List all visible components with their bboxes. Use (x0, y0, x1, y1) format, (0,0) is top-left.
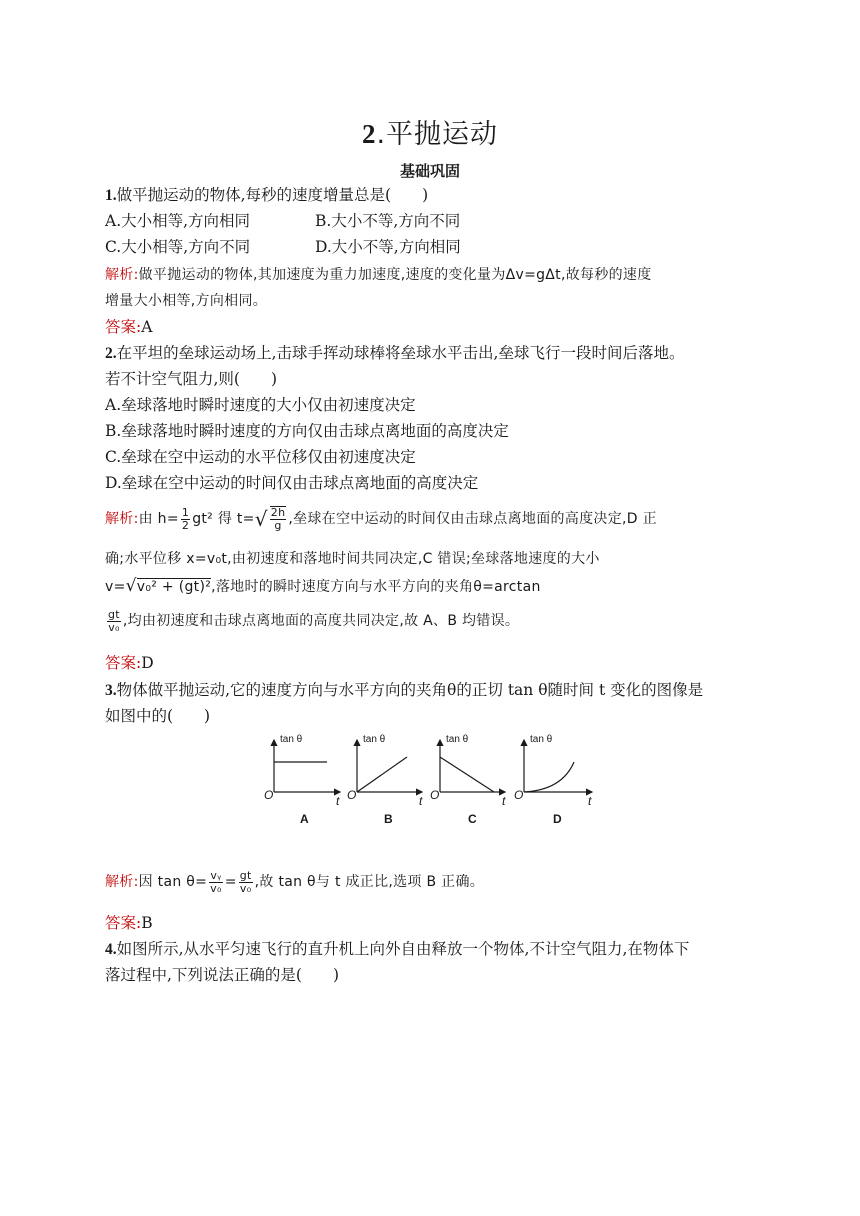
graphs-svg (262, 732, 602, 832)
graph-a-xlabel: t (336, 794, 340, 808)
graph-b-xlabel: t (419, 794, 423, 808)
graph-c-label: C (468, 812, 477, 826)
graph-b-label: B (384, 812, 393, 826)
tan-theta-graphs-figure (262, 732, 602, 832)
q2-analysis-3: v=√v₀² + (gt)²,落地时的瞬时速度方向与水平方向的夹角θ=arctan (105, 576, 541, 596)
q1-option-c: C.大小相等,方向不同 (105, 238, 251, 256)
q1-option-b: B.大小不等,方向不同 (315, 212, 461, 230)
fraction-vy-over-v0: $\frac{\text{vᵧ}}{\text{v₀}}$ (210, 868, 222, 895)
q1-options-row1 (105, 208, 765, 234)
graph-a-label: A (300, 812, 309, 826)
q1-answer: 答案:A (105, 318, 153, 336)
q4-stem-cont: 落过程中,下列说法正确的是( ) (105, 966, 340, 984)
fraction-gt-over-v0: $\frac{gt}{\text{v₀}}$ (108, 607, 120, 634)
q1-stem: 1.做平抛运动的物体,每秒的速度增量总是( ) (105, 186, 429, 204)
q2-option-a: A.垒球落地时瞬时速度的大小仅由初速度决定 (105, 396, 416, 414)
sqrt-sign: √ (125, 576, 137, 596)
graph-d-label: D (553, 812, 562, 826)
graph-d-origin: O (514, 788, 524, 802)
graph-a-ylabel: tan θ (280, 734, 303, 745)
q2-analysis-1: 解析:由 h= $\frac{1}{2}$ gt² 得 t=√ $\frac{2h}{g}$ ,垒球在空中运动的时间仅由击球点离地面的高度决定,D 正 (105, 505, 657, 532)
graph-a-origin: O (264, 788, 274, 802)
q2-stem: 2.在平坦的垒球运动场上,击球手挥动球棒将垒球水平击出,垒球飞行一段时间后落地。 (105, 344, 685, 362)
graph-c-origin: O (430, 788, 440, 802)
q2-option-b: B.垒球落地时瞬时速度的方向仅由击球点离地面的高度决定 (105, 422, 509, 440)
q1-option-d: D.大小不等,方向相同 (315, 238, 461, 256)
graph-b-ylabel: tan θ (363, 734, 386, 745)
page-title: 2.平抛运动 (361, 119, 499, 150)
q1-analysis: 解析:做平抛运动的物体,其加速度为重力加速度,速度的变化量为Δv=gΔt,故每秒的速度 (105, 267, 652, 283)
section-heading: 基础巩固 (399, 162, 460, 180)
q1-options-row2 (105, 234, 765, 260)
q2-option-d: D.垒球在空中运动的时间仅由击球点离地面的高度决定 (105, 474, 479, 492)
q2-analysis-4: $\frac{gt}{\text{v₀}}$ ,均由初速度和击球点离地面的高度共同决定,故 A、B 均错误。 (108, 607, 520, 634)
fraction-half: $\frac{1}{2}$ (181, 505, 190, 532)
graph-d-ylabel: tan θ (530, 734, 553, 745)
q3-answer: 答案:B (105, 914, 153, 932)
q2-analysis-2: 确;水平位移 x=v₀t,由初速度和落地时间共同决定,C 错误;垒球落地速度的大小 (105, 551, 600, 567)
sqrt-sign: √ (254, 507, 268, 531)
q4-stem: 4.如图所示,从水平匀速飞行的直升机上向外自由释放一个物体,不计空气阻力,在物体下 (105, 940, 690, 958)
q3-stem: 3.物体做平抛运动,它的速度方向与水平方向的夹角θ的正切 tan θ随时间 t 变化的图像是 (105, 681, 704, 699)
q1-option-a: A.大小相等,方向相同 (105, 212, 251, 230)
q2-option-c: C.垒球在空中运动的水平位移仅由初速度决定 (105, 448, 416, 466)
fraction-2h-over-g: $\frac{2h}{g}$ (270, 506, 286, 532)
graph-c-xlabel: t (502, 794, 506, 808)
q2-stem-cont: 若不计空气阻力,则( ) (105, 370, 278, 388)
graph-c-ylabel: tan θ (446, 734, 469, 745)
q3-stem-cont: 如图中的( ) (105, 707, 211, 725)
q3-analysis: 解析:因 tan θ= $\frac{\text{vᵧ}}{\text{v₀}}$ = $\frac{gt}{\text{v₀}}$ ,故 tan θ与 t 成正比,选项 B 正确。 (105, 868, 485, 895)
fraction-gt-over-v0-q3: $\frac{gt}{\text{v₀}}$ (239, 868, 252, 895)
graph-b-origin: O (347, 788, 357, 802)
q2-answer: 答案:D (105, 654, 154, 672)
graph-d-xlabel: t (588, 794, 592, 808)
q1-analysis-cont: 增量大小相等,方向相同。 (105, 293, 268, 309)
